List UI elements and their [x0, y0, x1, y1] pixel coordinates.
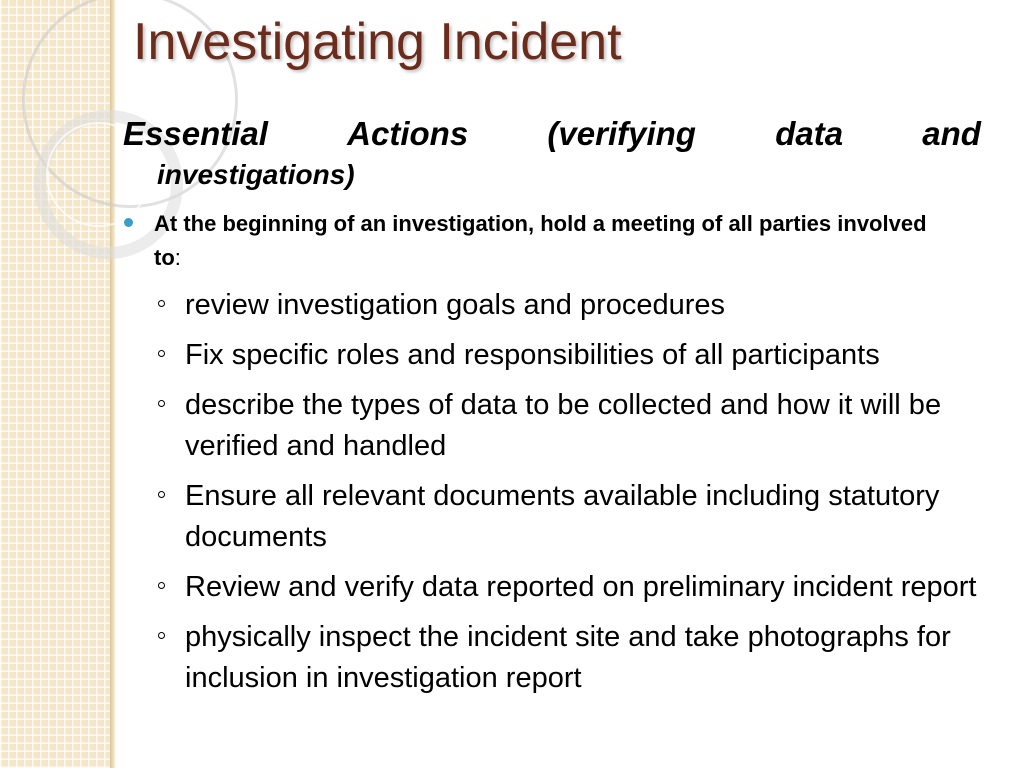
ring-bullet-icon: [158, 350, 165, 357]
ring-bullet-icon: [158, 300, 165, 307]
bullet-dot-icon: [124, 218, 133, 227]
heading-word: (verifying: [547, 115, 696, 152]
sub-bullet-item: [185, 385, 995, 467]
slide-title: Investigating Incident: [133, 13, 622, 71]
heading-word: Actions: [347, 115, 469, 152]
sub-bullet-text: Fix specific roles and responsibilities of all participants: [185, 339, 880, 371]
sub-bullet-item: [185, 476, 995, 558]
main-bullet-text: At the beginning of an investigation, hold a meeting of all parties involved to: [154, 211, 927, 270]
ring-bullet-icon: [158, 400, 165, 407]
heading-word: data: [775, 115, 844, 152]
sub-bullet-item: [185, 617, 995, 699]
sub-bullet-list: [185, 285, 995, 708]
ring-bullet-icon: [158, 491, 165, 498]
sub-bullet-text: physically inspect the incident site and take photographs for inclusion in investigation report: [185, 621, 951, 694]
section-heading: [123, 112, 981, 195]
ring-bullet-icon: [158, 582, 165, 589]
sub-bullet-item: [185, 285, 995, 326]
section-heading-line-1: [123, 112, 981, 155]
sub-bullet-text: review investigation goals and procedures: [185, 289, 726, 321]
main-bullet-suffix: :: [174, 245, 181, 270]
sub-bullet-text: Ensure all relevant documents available including statutory documents: [185, 480, 940, 553]
section-heading-line-2: investigations): [157, 159, 355, 190]
ring-bullet-icon: [158, 632, 165, 639]
heading-word: and: [922, 115, 981, 152]
heading-word: Essential: [123, 115, 268, 152]
sub-bullet-text: Review and verify data reported on preliminary incident report: [185, 571, 977, 603]
sub-bullet-item: [185, 567, 995, 608]
sub-bullet-item: [185, 335, 995, 376]
sub-bullet-text: describe the types of data to be collected and how it will be verified and handled: [185, 389, 942, 462]
main-bullet: [154, 207, 954, 275]
